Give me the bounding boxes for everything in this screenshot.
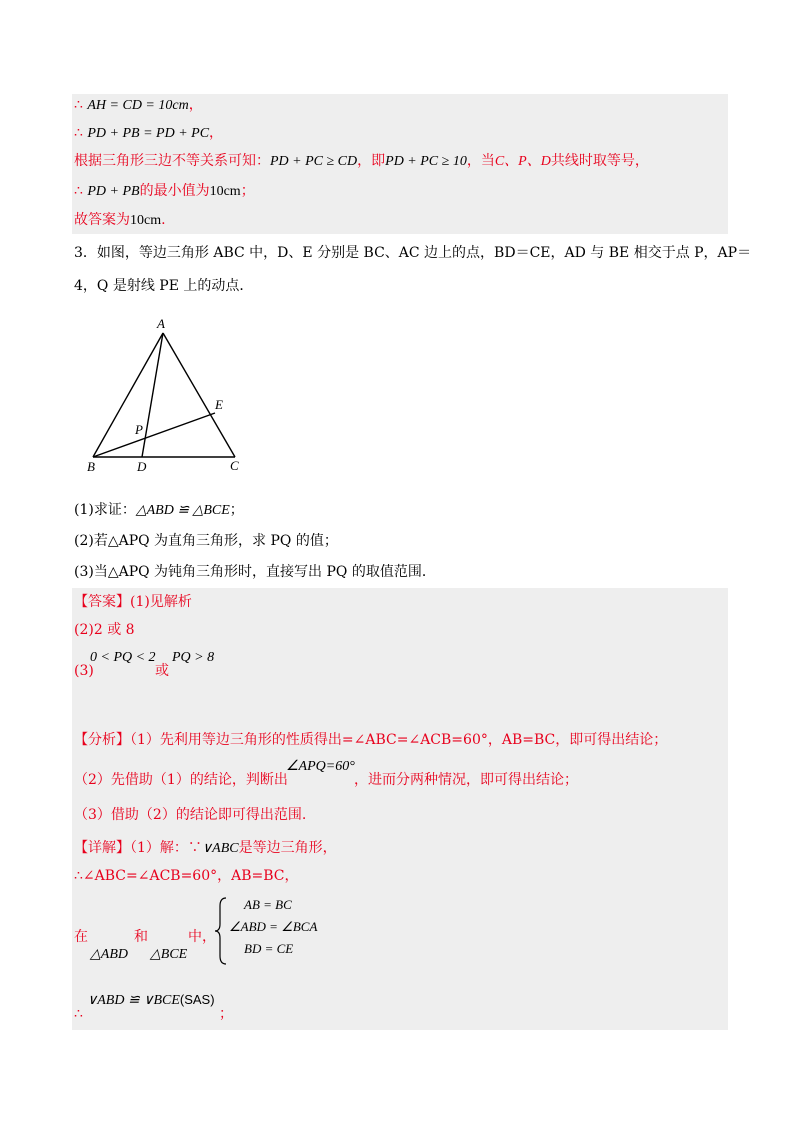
analysis-line-3: （3）借助（2）的结论即可得出范围. [74,807,307,823]
answer-line-3-math2: PQ > 8 [172,650,215,665]
detail-last-line: ∨ABD ≌ ∨BCE(SAS) [87,992,215,1008]
detail-in-he: 和 [134,929,148,945]
analysis-line-2-a: （2）先借助（1）的结论，判断出 [74,772,288,788]
detail-last-tail: ； [219,1006,233,1022]
label-a: A [157,316,165,331]
solution-line-3: 根据三角形三边不等关系可知：PD + PC ≥ CD，即PD + PC ≥ 10，当C、P、D共线时取等号， [74,153,649,169]
question-1: (1)求证：△ABD ≌ △BCE； [74,502,244,518]
analysis-line-1: 【分析】（1）先利用等边三角形的性质得出=∠ABC=∠ACB=60°，AB=BC，即可得出结论； [74,732,668,748]
detail-line-2: ∴∠ABC=∠ACB=60°，AB=BC， [74,868,299,884]
system-eq-1: AB = BC [244,897,292,912]
side-ac [163,333,235,457]
detail-last-sym: ∴ [74,1006,83,1022]
question-3: (3)当△APQ 为钝角三角形时，直接写出 PQ 的取值范围． [74,564,436,580]
solution-line-1: ∴ AH = CD = 10cm， [74,97,203,113]
problem-line-2: 4，Q 是射线 PE 上的动点． [74,278,254,294]
detail-line-1: 【详解】（1）解：∵∨ABC是等边三角形， [74,840,337,856]
math-pd-pb: PD + PB = PD + PC [87,126,210,141]
answer-line-1: 【答案】(1)见解析 [74,594,192,610]
answer-line-3-or: 或 [155,663,169,679]
side-ab [93,333,163,457]
analysis-line-2-b: ，进而分两种情况，即可得出结论； [354,772,578,788]
system-eq-2: ∠ABD = ∠BCA [229,919,318,934]
label-p: P [135,422,143,437]
detail-tag: 【详解】 [74,840,130,856]
math-ah-cd: AH = CD = 10cm [87,98,189,113]
system-eq-3: BD = CE [244,941,294,956]
answer-line-2: (2)2 或 8 [74,622,135,638]
segment-be [93,413,215,457]
solution-line-4: ∴ PD + PB的最小值为10cm； [74,183,255,199]
analysis-tag: 【分析】 [74,732,130,748]
label-b: B [87,459,95,474]
question-2: (2)若△APQ 为直角三角形，求 PQ 的值； [74,533,338,549]
analysis-math-apq: ∠APQ=60° [286,759,355,774]
answer-tag: 【答案】 [74,594,130,610]
detail-tri2: △BCE [150,947,188,962]
detail-in-zai: 在 [74,929,88,945]
answer-line-3-label: (3) [74,663,94,679]
detail-in-zhong: 中， [188,929,216,945]
segment-ad [142,333,163,457]
detail-tri1: △ABD [90,947,128,962]
problem-line-1: 3．如图，等边三角形 ABC 中，D、E 分别是 BC、AC 边上的点，BD＝CE，AD 与 BE 相交于点 P，AP＝ [74,245,752,261]
solution-line-2: ∴ PD + PB = PD + PC， [74,125,224,141]
solution-line-5: 故答案为10cm. [74,212,166,228]
label-e: E [215,397,223,412]
answer-line-3-math1: 0 < PQ < 2 [90,650,156,665]
label-d: D [137,459,147,474]
label-c: C [230,458,239,473]
